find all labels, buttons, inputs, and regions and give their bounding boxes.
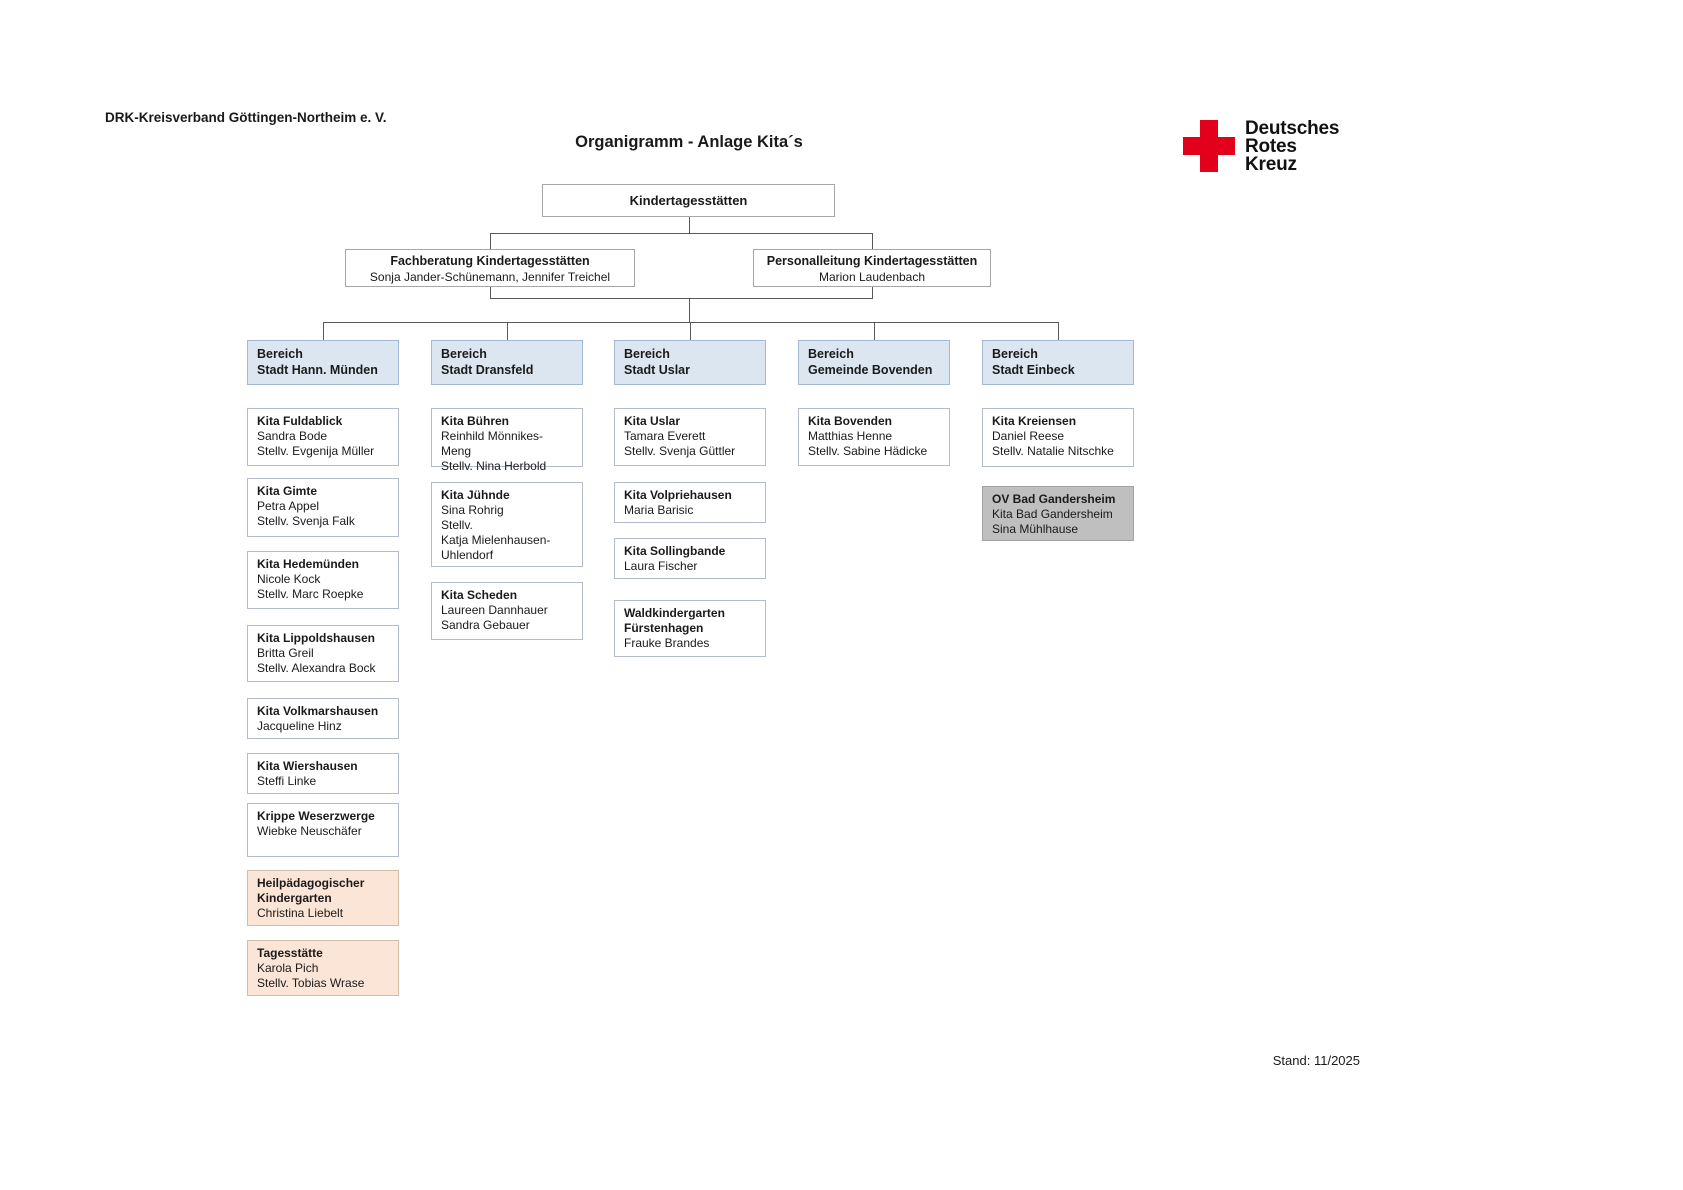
org-box-kita-kreiensen: Kita Kreiensen Daniel Reese Stellv. Natalie Nitschke [982,408,1134,467]
org-box-waldkindergarten-fuerstenhagen: Waldkindergarten Fürstenhagen Frauke Brandes [614,600,766,657]
org-box-kita-hedemuenden: Kita Hedemünden Nicole Kock Stellv. Marc Roepke [247,551,399,609]
org-box-kita-buehren: Kita Bühren Reinhild Mönnikes-Meng Stellv. Nina Herbold [431,408,583,467]
logo-text: Deutsches Rotes Kreuz [1245,118,1340,175]
drk-logo [1183,120,1339,174]
fachberatung-names: Sonja Jander-Schünemann, Jennifer Treichel [369,270,611,284]
connector-line [874,322,875,340]
connector-line [490,287,491,298]
personalleitung-title: Personalleitung Kindertagesstätten [766,254,978,268]
connector-line [689,298,690,322]
connector-line [872,233,873,249]
org-box-fachberatung [345,249,635,287]
org-box-heilpaedagogischer-kindergarten: Heilpädagogischer Kindergarten Christina Liebelt [247,870,399,926]
bereich-header-bovenden: Bereich Gemeinde Bovenden [798,340,950,385]
bereich-header-hann-muenden: Bereich Stadt Hann. Münden [247,340,399,385]
personalleitung-names: Marion Laudenbach [818,270,926,284]
org-box-kita-juehnde: Kita Jühnde Sina Rohrig Stellv. Katja Mielenhausen- Uhlendorf [431,482,583,567]
connector-line [872,287,873,298]
red-cross-icon [1183,120,1235,172]
org-name: DRK-Kreisverband Göttingen-Northeim e. V. [105,110,387,125]
connector-line [490,233,873,234]
root-label: Kindertagesstätten [629,193,748,208]
org-box-kita-sollingbande: Kita Sollingbande Laura Fischer [614,538,766,579]
org-box-kita-lippoldshausen: Kita Lippoldshausen Britta Greil Stellv. Alexandra Bock [247,625,399,682]
org-box-kita-uslar: Kita Uslar Tamara Everett Stellv. Svenja Güttler [614,408,766,466]
org-box-personalleitung [753,249,991,287]
bereich-header-uslar: Bereich Stadt Uslar [614,340,766,385]
connector-line [507,322,508,340]
connector-line [690,322,691,340]
connector-line [689,217,690,233]
org-box-kita-wiershausen: Kita Wiershausen Steffi Linke [247,753,399,794]
connector-line [323,322,1059,323]
fachberatung-title: Fachberatung Kindertagesstätten [390,254,590,268]
org-box-kindertagesstaetten [542,184,835,217]
bereich-header-dransfeld: Bereich Stadt Dransfeld [431,340,583,385]
org-box-tagesstaette: Tagesstätte Karola Pich Stellv. Tobias Wrase [247,940,399,996]
connector-line [490,233,491,249]
org-box-kita-volkmarshausen: Kita Volkmarshausen Jacqueline Hinz [247,698,399,739]
stand-date: Stand: 11/2025 [1272,1053,1360,1068]
connector-line [323,322,324,340]
org-box-ov-bad-gandersheim: OV Bad Gandersheim Kita Bad Gandersheim Sina Mühlhause [982,486,1134,541]
page-title: Organigramm - Anlage Kita´s [575,133,803,151]
org-box-kita-gimte: Kita Gimte Petra Appel Stellv. Svenja Falk [247,478,399,537]
org-box-kita-volpriehausen: Kita Volpriehausen Maria Barisic [614,482,766,523]
connector-line [490,298,873,299]
org-box-kita-bovenden: Kita Bovenden Matthias Henne Stellv. Sabine Hädicke [798,408,950,466]
connector-line [1058,322,1059,340]
org-box-kita-scheden: Kita Scheden Laureen Dannhauer Sandra Gebauer [431,582,583,640]
org-box-krippe-weserzwerge: Krippe Weserzwerge Wiebke Neuschäfer [247,803,399,857]
org-box-kita-fuldablick: Kita Fuldablick Sandra Bode Stellv. Evgenija Müller [247,408,399,466]
bereich-header-einbeck: Bereich Stadt Einbeck [982,340,1134,385]
